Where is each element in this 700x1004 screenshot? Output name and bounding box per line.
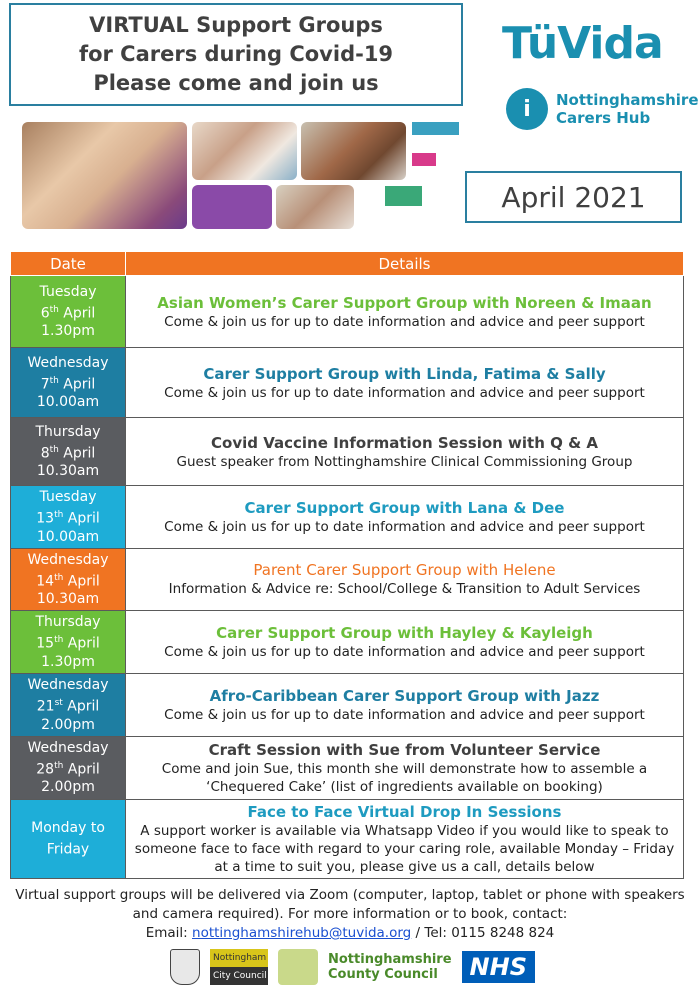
date-day: Wednesday — [27, 354, 109, 371]
event-title: Parent Carer Support Group with Helene — [253, 561, 556, 580]
email-link[interactable]: nottinghamshirehub@tuvida.org — [192, 925, 412, 941]
table-row — [11, 611, 684, 674]
date-month: April — [62, 698, 100, 715]
date-time: 10.00am — [36, 528, 100, 545]
date-time: 10.30am — [36, 591, 100, 608]
city-crest-icon — [170, 949, 200, 985]
photo-nurse — [192, 122, 297, 180]
date-line — [13, 837, 123, 859]
date-time: 1.30pm — [41, 653, 95, 670]
photo-elderly-man — [276, 185, 354, 229]
date-cell — [11, 418, 126, 486]
date-suffix: th — [49, 304, 59, 315]
date-cell — [11, 736, 126, 799]
footer-contact — [0, 924, 700, 943]
event-title: Asian Women’s Carer Support Group with Noreen & Imaan — [157, 293, 652, 312]
date-day: Thursday — [35, 423, 101, 440]
table-row — [11, 799, 684, 878]
date-number: 28 — [36, 761, 55, 778]
date-cell — [11, 276, 126, 348]
table-row — [11, 736, 684, 799]
date-suffix: th — [49, 444, 59, 455]
date-line — [13, 569, 123, 591]
title-line-1: VIRTUAL Support Groups — [89, 13, 383, 37]
date-suffix: th — [54, 510, 64, 520]
table-row — [11, 276, 684, 348]
date-number: 7 — [40, 376, 50, 393]
hub-line-2: Carers Hub — [556, 109, 651, 127]
hub-icon: i — [506, 88, 548, 130]
date-time: 10.30am — [36, 463, 100, 480]
date-number: 14 — [36, 573, 55, 590]
table-row — [11, 548, 684, 611]
details-cell — [126, 486, 684, 549]
event-title: Carer Support Group with Lana & Dee — [244, 498, 565, 517]
date-line — [13, 441, 123, 463]
event-title: Afro-Caribbean Carer Support Group with Jazz — [209, 686, 600, 705]
date-day: Wednesday — [27, 551, 109, 568]
table-row — [11, 418, 684, 486]
partner-logos — [170, 949, 535, 985]
date-month: April — [58, 445, 96, 462]
date-time: 1.30pm — [41, 323, 95, 340]
county-tree-icon — [278, 949, 318, 985]
date-suffix: th — [54, 572, 64, 583]
photo-man — [301, 122, 406, 180]
schedule-table — [10, 251, 684, 879]
date-month: Friday — [46, 841, 90, 858]
date-cell — [11, 548, 126, 611]
event-title: Face to Face Virtual Drop In Sessions — [247, 802, 562, 821]
carers-hub-logo — [506, 88, 699, 130]
date-number: 21 — [36, 698, 55, 715]
event-description: Information & Advice re: School/College & Transition to Adult Services — [168, 581, 641, 598]
tuvida-logo: TüVida — [502, 18, 663, 69]
date-day: Thursday — [35, 614, 101, 631]
event-title: Carer Support Group with Hayley & Kayleigh — [216, 624, 593, 643]
nhs-logo: NHS — [462, 951, 535, 983]
hub-line-1: Nottinghamshire — [556, 91, 699, 109]
date-number: 8 — [40, 445, 50, 462]
email-prefix: Email: — [145, 925, 193, 941]
date-month: April — [63, 510, 100, 527]
date-line — [13, 757, 123, 779]
county-council-logo — [328, 952, 452, 982]
header-date: Date — [11, 252, 126, 276]
date-day: Monday to — [31, 819, 105, 836]
details-cell — [126, 348, 684, 418]
date-day: Wednesday — [27, 676, 109, 693]
table-row — [11, 348, 684, 418]
date-month: April — [58, 376, 96, 393]
details-cell — [126, 799, 684, 878]
city-bottom: City Council — [210, 967, 268, 985]
photo-two-women — [22, 122, 187, 229]
header-details: Details — [126, 252, 684, 276]
month-label: April 2021 — [465, 171, 682, 223]
city-council-logo — [210, 949, 268, 985]
date-suffix: th — [49, 375, 59, 386]
date-day: Tuesday — [39, 489, 97, 505]
event-description: Come & join us for up to date information and advice and peer support — [164, 518, 645, 535]
date-number: 15 — [36, 635, 55, 652]
date-line — [13, 301, 123, 323]
date-line — [13, 372, 123, 394]
event-title: Craft Session with Sue from Volunteer Service — [208, 740, 601, 759]
event-description: Guest speaker from Nottinghamshire Clinical Commissioning Group — [176, 453, 633, 470]
date-line — [13, 694, 123, 716]
date-line — [13, 631, 123, 653]
date-cell — [11, 348, 126, 418]
telephone: / Tel: 0115 8248 824 — [411, 925, 555, 941]
event-description: A support worker is available via Whatsapp Video if you would like to speak to someone face to face with regard to your caring role, available Monday – Friday at a time to suit you, please give us a call, details below — [134, 822, 675, 875]
date-day: Wednesday — [27, 739, 109, 756]
details-cell — [126, 548, 684, 611]
date-time: 2.00pm — [41, 716, 95, 733]
date-time: 2.00pm — [41, 779, 95, 796]
footer-line-2: and camera required). For more information or to book, contact: — [132, 906, 568, 922]
teal-bar — [412, 122, 459, 135]
event-description: Come & join us for up to date information and advice and peer support — [164, 706, 645, 723]
city-top: Nottingham — [210, 949, 268, 967]
date-cell — [11, 799, 126, 878]
date-number: 13 — [36, 510, 55, 527]
date-day: Tuesday — [39, 283, 97, 300]
pink-bar — [412, 153, 436, 166]
date-suffix: th — [54, 760, 64, 771]
event-title: Covid Vaccine Information Session with Q & A — [211, 433, 598, 452]
date-cell — [11, 486, 126, 549]
table-row — [11, 486, 684, 549]
footer-line-1: Virtual support groups will be delivered via Zoom (computer, laptop, tablet or phone with speakers — [15, 887, 685, 903]
details-cell — [126, 611, 684, 674]
event-title: Carer Support Group with Linda, Fatima & Sally — [203, 364, 606, 383]
table-row — [11, 673, 684, 736]
date-month: April — [63, 635, 100, 652]
footer — [0, 886, 700, 943]
title-line-2: for Carers during Covid-19 — [78, 42, 394, 66]
date-suffix: th — [54, 635, 64, 646]
purple-block — [192, 185, 272, 229]
event-description: Come and join Sue, this month she will demonstrate how to assemble a ‘Chequered Cake’ (list of ingredients available on booking) — [161, 760, 648, 795]
county-line-2: County Council — [328, 967, 438, 982]
date-cell — [11, 673, 126, 736]
date-month: April — [63, 761, 100, 778]
title-box — [9, 3, 463, 106]
date-line — [13, 506, 123, 528]
details-cell — [126, 276, 684, 348]
county-line-1: Nottinghamshire — [328, 952, 452, 967]
event-description: Come & join us for up to date information and advice and peer support — [164, 313, 645, 330]
date-number: 6 — [40, 305, 50, 322]
details-cell — [126, 736, 684, 799]
details-cell — [126, 418, 684, 486]
details-cell — [126, 673, 684, 736]
date-cell — [11, 611, 126, 674]
title-line-3: Please come and join us — [93, 71, 379, 95]
event-description: Come & join us for up to date information and advice and peer support — [164, 384, 645, 401]
date-month: April — [63, 573, 100, 590]
date-time: 10.00am — [36, 394, 100, 411]
green-block — [385, 186, 422, 206]
event-description: Come & join us for up to date information and advice and peer support — [164, 644, 645, 661]
table-header-row — [11, 252, 684, 276]
date-month: April — [58, 305, 96, 322]
date-suffix: st — [54, 697, 63, 708]
